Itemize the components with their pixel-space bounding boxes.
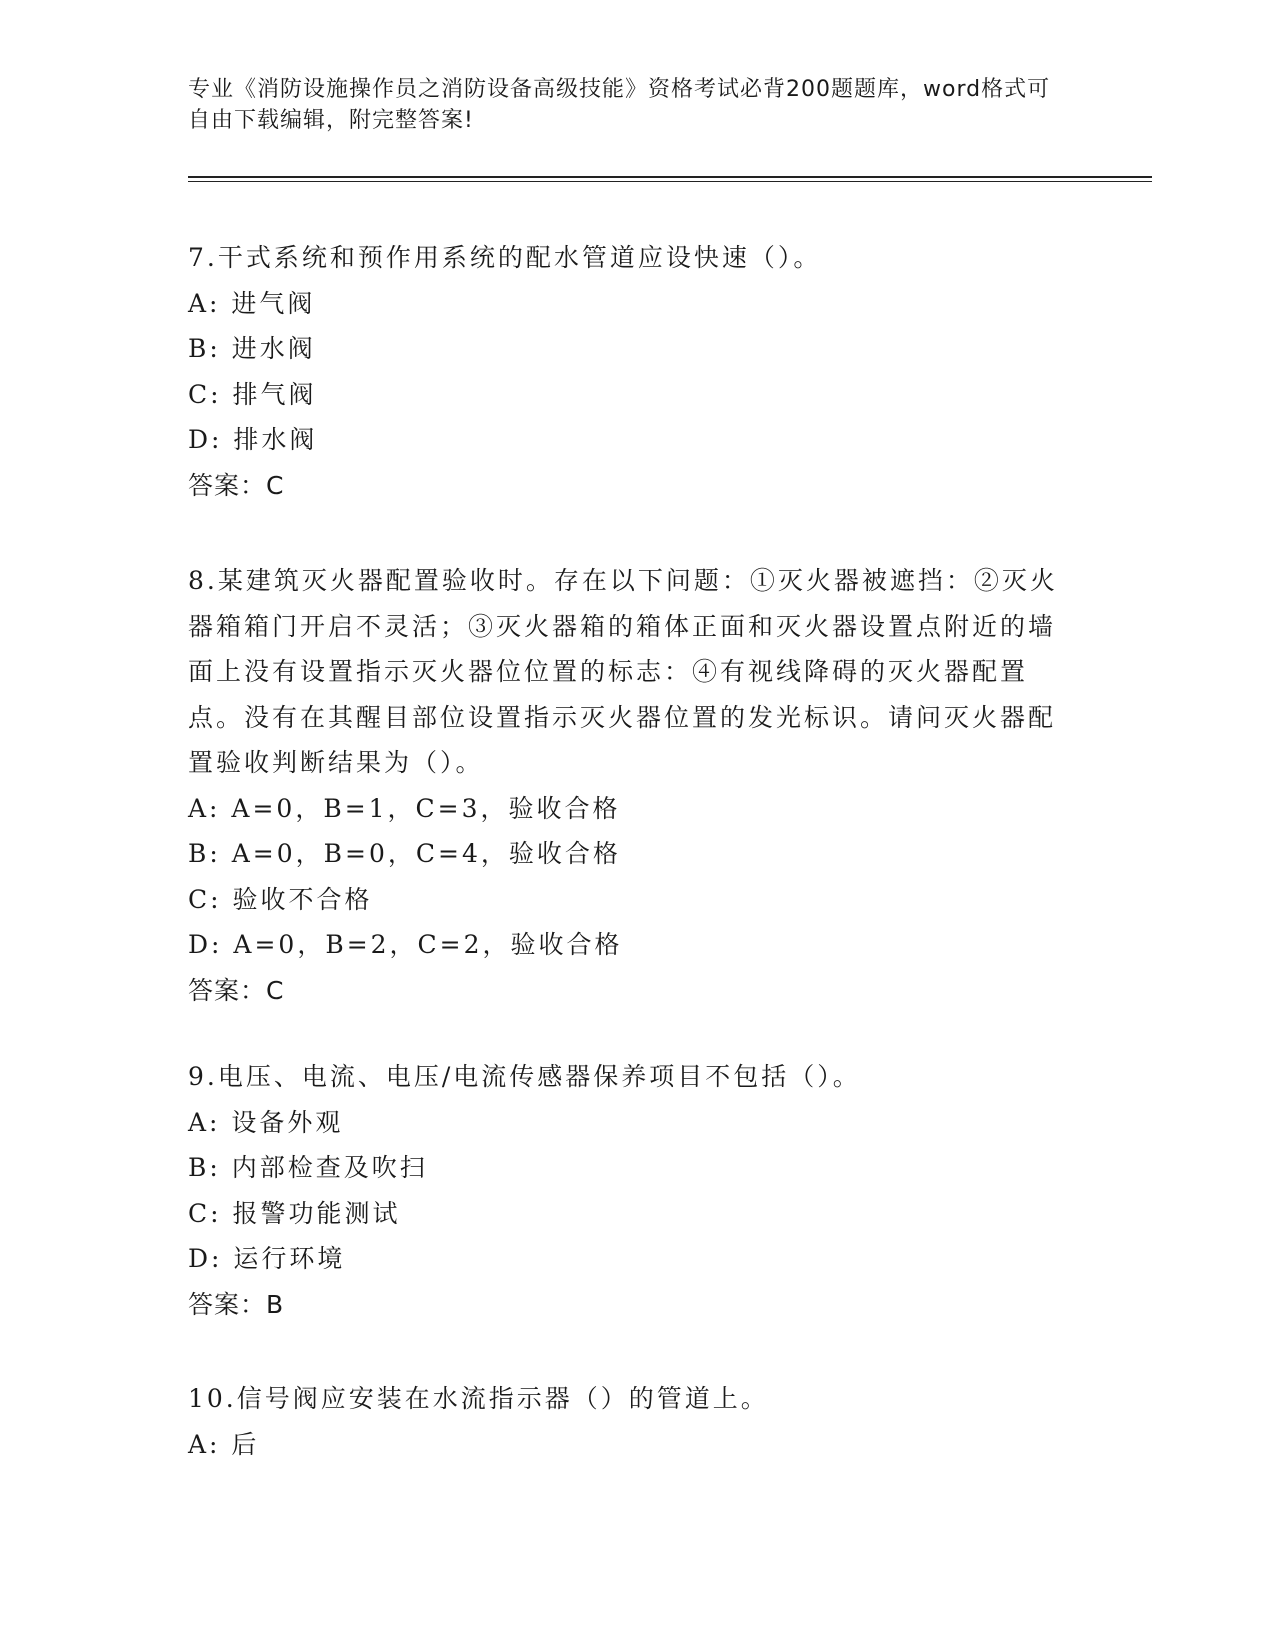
option-c: C: 验收不合格 bbox=[188, 884, 373, 914]
question-stem: 8.某建筑灭火器配置验收时。存在以下问题：①灭火器被遮挡：②灭火器箱箱门开启不灵活；③灭火器箱的箱体正面和灭火器设置点附近的墙面上没有设置指示灭火器位位置的标志：④有视线降碍的灭火器配置点。没有在其醒目部位设置指示灭火器位置的发光标识。请问灭火器配置验收判断结果为（）。 bbox=[188, 566, 1058, 777]
option-b: B: 内部检查及吹扫 bbox=[188, 1153, 428, 1182]
option-b: B: A=0，B=0，C=4，验收合格 bbox=[188, 839, 621, 868]
option-b: B: 进水阀 bbox=[188, 334, 316, 363]
option-c: C: 报警功能测试 bbox=[188, 1198, 401, 1228]
answer: 答案：B bbox=[188, 1289, 285, 1319]
option-d: D: 运行环境 bbox=[188, 1244, 346, 1273]
document-header: 专业《消防设施操作员之消防设备高级技能》资格考试必背200题题库，word格式可自由下载编辑，附完整答案! bbox=[188, 77, 1051, 133]
question-9 bbox=[188, 1054, 1068, 1327]
question-stem: 9.电压、电流、电压/电流传感器保养项目不包括（）。 bbox=[188, 1062, 861, 1091]
question-7 bbox=[188, 235, 1068, 508]
answer: 答案：C bbox=[188, 975, 285, 1005]
question-10 bbox=[188, 1376, 1068, 1467]
option-a: A: A=0，B=1，C=3，验收合格 bbox=[188, 793, 621, 823]
header-divider-thin bbox=[188, 181, 1152, 182]
question-stem: 7.干式系统和预作用系统的配水管道应设快速（）。 bbox=[188, 243, 822, 272]
option-d: D: A=0，B=2，C=2，验收合格 bbox=[188, 930, 623, 959]
option-a: A: 进气阀 bbox=[188, 288, 316, 318]
header-divider bbox=[188, 176, 1152, 178]
question-stem: 10.信号阀应安装在水流指示器（）的管道上。 bbox=[188, 1384, 769, 1413]
option-a: A: 后 bbox=[188, 1429, 260, 1459]
option-a: A: 设备外观 bbox=[188, 1107, 344, 1137]
option-c: C: 排气阀 bbox=[188, 379, 317, 409]
option-d: D: 排水阀 bbox=[188, 425, 318, 454]
answer: 答案：C bbox=[188, 470, 285, 500]
question-8 bbox=[188, 558, 1068, 1013]
